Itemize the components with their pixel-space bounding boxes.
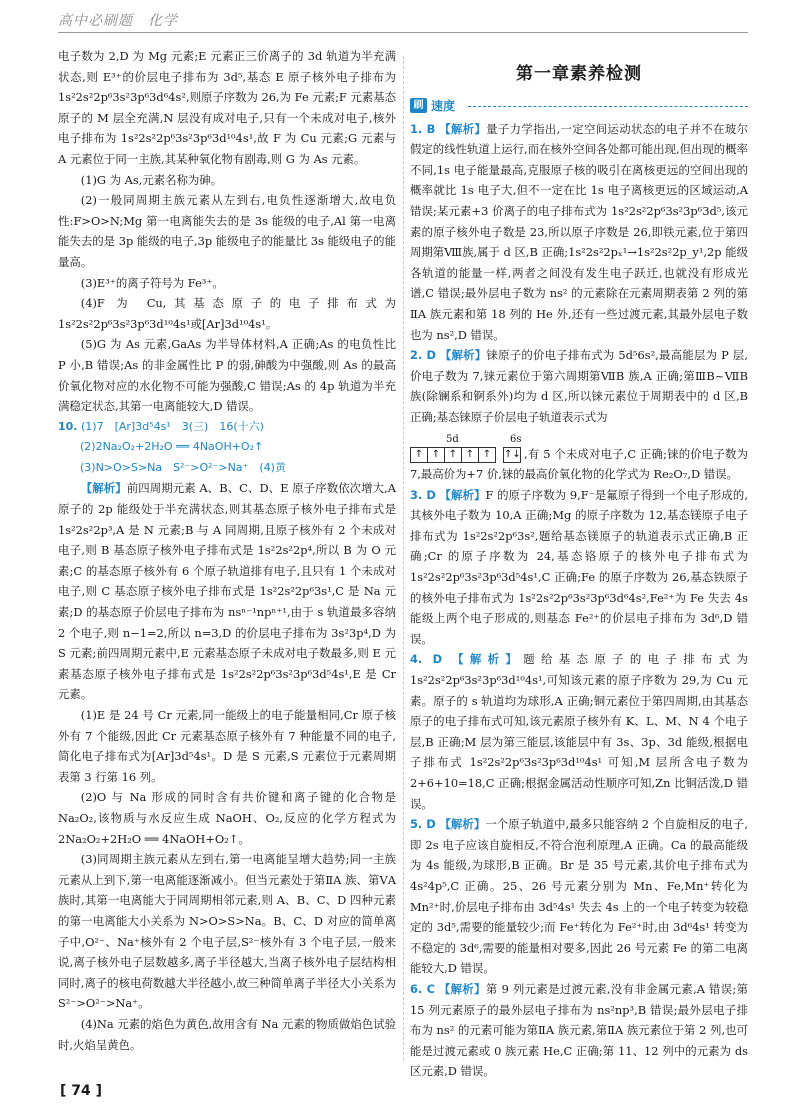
item-number: 5. D [410, 817, 436, 832]
speed-badge: 刷 [410, 98, 427, 113]
column-divider [403, 56, 404, 1060]
answer-line: (2)2Na₂O₂+2H₂O ══ 4NaOH+O₂↑ [80, 440, 264, 454]
analysis-tag: 【解析】 [438, 981, 486, 996]
orbital-label-6s: 6s [510, 433, 522, 445]
answer-line: (3)N>O>S>Na S²⁻>O²⁻>Na⁺ (4)黄 [80, 460, 286, 474]
section-divider [468, 106, 748, 107]
item-text: 铼原子的价电子排布式为 5d⁵6s²,最高能层为 P 层,价电子数为 7,铼元素位于第六周期第ⅦB 族,A 正确;第ⅢB~ⅦB 族(除镧系和锕系外)均为 d 区,所以铼元素位于周期表中的 d 区,B 正确;基态铼原子价层电子轨道表示式为 [410, 348, 748, 424]
analysis-tag: 【解析】 [439, 121, 487, 136]
answer-item [410, 485, 748, 650]
answer-item [410, 119, 748, 346]
item-text: ,有 5 个未成对电子,C 正确;铼的价电子数为 7,最高价为+7 价,铼的最高价氧化物的化学式为 Re₂O₇,D 错误。 [410, 446, 748, 482]
item-number: 3. D [410, 487, 436, 502]
paragraph: (3)E³⁺的离子符号为 Fe³⁺。 [80, 275, 224, 290]
header-title: 高中必刷题 化学 [58, 13, 178, 29]
analysis-paragraph: (3)同周期主族元素从左到右,第一电离能呈增大趋势;同一主族元素从上到下,第一电离能逐渐减小。但当元素处于第ⅡA 族、第ⅤA 族时,其第一电离能大于同周期相邻元素,则 A、B、C、D 四种元素的第一电离能大小关系为 N>O>S>Na。B、C、D 对应的简单离子中,O²⁻、Na⁺核外有 2 个电子层,S²⁻核外有 3 个电子层,一般来说,离子核外电子层数越多,离子半径越大,当离子核外电子层结构相同时,离子的核电荷数越大半径越小,故三种简单离子半径大小关系为 S²⁻>O²⁻>Na⁺。 [58, 852, 396, 1011]
question-10 [58, 417, 396, 1055]
orbital-label-5d: 5d [446, 433, 459, 445]
paragraph: 电子数为 2,D 为 Mg 元素;E 元素正三价离子的 3d 轨道为半充满状态,则 E³⁺的价层电子排布为 3d⁵,基态 E 原子核外电子排布为 1s²2s²2p⁶3s²3p⁶3d⁶4s²,则原子序数为 26,为 Fe 元素;F 元素基态原子的 M 层全充满,N 层没有成对电子,只有一个未成对电子,核外电子排布为 1s²2s²2p⁶3s²3p⁶3d¹⁰4s¹,故 F 为 Cu 元素;G 元素与 A 元素位于同一主族,其某种氧化物有剧毒,则 G 为 As 元素。 [58, 49, 397, 166]
paragraph: (5)G 为 As 元素,GaAs 为半导体材料,A 正确;As 的电负性比 P 小,B 错误;As 的非金属性比 P 的弱,砷酸为中强酸,则 As 的最高价氧化物对应的水化物不可能为强酸,C 错误;As 的 4p 轨道为半充满稳定状态,其第一电离能较大,D 错误。 [58, 337, 396, 414]
analysis-tag: 【解析】 [452, 652, 524, 667]
analysis-paragraph: (2)O 与 Na 形成的同时含有共价键和离子键的化合物是 Na₂O₂,该物质与水反应生成 NaOH、O₂,反应的化学方程式为 2Na₂O₂+2H₂O ══ 4NaOH+O₂↑。 [58, 790, 396, 846]
page-number: [ 74 ] [60, 1083, 103, 1099]
answer-item [410, 979, 748, 1082]
orbital-box: ↑ [427, 447, 445, 463]
analysis-tag: 【解析】 [439, 817, 486, 832]
paragraph: (2)一般同周期主族元素从左到右,电负性逐渐增大,故电负性:F>O>N;Mg 第一电离能失去的是 3s 能级的电子,Al 第一电离能失去的是 3p 能级的电子,3p 能级电子的能量比 3s 能级电子的能量高。 [58, 193, 396, 269]
answer-text: (1)7 [Ar]3d⁵4s¹ 3(三) 16(十六) [81, 419, 264, 433]
answer-item [410, 814, 748, 979]
orbital-5d-boxes [410, 447, 520, 463]
answer-line [58, 417, 396, 438]
item-text: F 的原子序数为 9,F⁻是氟原子得到一个电子形成的,其核外电子数为 10,A 正确;Mg 的原子序数为 12,基态镁原子电子排布式为 1s²2s²2p⁶3s²,题给基态镁原子的轨道表示式正确,B 正确;Cr 的原子序数为 24,基态铬原子的核外电子排布式为 1s²2s²2p⁶3s²3p⁶3d⁵4s¹,C 正确;Fe 的原子序数为 26,基态铁原子的核外电子排布式为 1s²2s²2p⁶3s²3p⁶3d⁶4s²,Fe²⁺为 Fe 失去 4s 能级上两个电子形成的,则基态 Fe²⁺的价层电子排布为 3d⁶,D 错误。 [410, 487, 748, 646]
orbital-box: ↑↓ [503, 447, 521, 463]
page-header [58, 6, 748, 33]
orbital-box: ↑ [410, 447, 428, 463]
analysis-tag: 【解析】 [80, 481, 127, 496]
item-text: 量子力学指出,一定空间运动状态的电子并不在玻尔假定的线性轨道上运行,而在核外空间各处都可能出现,但出现的概率不同,1s 电子能量最高,克服原子核的吸引在离核更远的空间出现的概率就比 1s 电子大,但不一定在比 1s 电子离核更远的区域运动,A 错误;某元素+3 价离子的电子排布式为 1s²2s²2p⁶3s²3p⁶3d⁵,该元素的原子核外电子数是 23,所以原子序数是 26,即铁元素,位于第四周期第Ⅷ族,属于 d 区,B 正确;1s²2s²2pₓ¹→1s²2s²2p_y¹,2p 能级各轨道的能量一样,两者之间没有发生电子跃迁,也就没有形成光谱,C 错误;最外层电子数为 ns² 的元素除在元素周期表第 2 列的第ⅡA 族元素和第 18 列的 He 外,还有一些过渡元素,其最外层电子数也为 ns²,D 错误。 [410, 121, 748, 342]
item-text: 第 9 列元素是过渡元素,没有非金属元素,A 错误;第 15 列元素原子的最外层电子排布为 ns²np³,B 错误;最外层电子排布为 ns² 的元素可能为第ⅡA 族元素,第ⅡA 族元素位于第 2 列,也可能是过渡元素或 0 族元素 He,C 正确;第 11、12 列中的元素为 ds 区元素,D 错误。 [410, 981, 748, 1079]
answer-item [410, 649, 748, 814]
item-number: 4. D [410, 652, 443, 667]
orbital-diagram [410, 430, 748, 485]
orbital-labels [410, 430, 748, 444]
item-number: 6. C [410, 981, 435, 996]
orbital-box: ↑ [461, 447, 479, 463]
section-speed-header [410, 95, 748, 117]
paragraph: (1)G 为 As,元素名称为砷。 [80, 172, 223, 187]
chapter-title: 第一章素养检测 [516, 64, 642, 84]
analysis-tag: 【解析】 [439, 487, 486, 502]
orbital-box: ↑ [478, 447, 496, 463]
left-column [58, 46, 396, 1055]
answer-item [410, 345, 748, 427]
analysis-tag: 【解析】 [439, 348, 487, 363]
analysis-paragraph: (1)E 是 24 号 Cr 元素,同一能级上的电子能量相同,Cr 原子核外有 7 个能级,因此 Cr 元素基态原子核外有 7 种能量不同的电子,简化电子排布式为[Ar]3d⁵4s¹。D 是 S 元素,S 元素位于元素周期表第 3 行第 16 列。 [58, 708, 396, 784]
paragraph: (4)F 为 Cu,其基态原子的电子排布式为 1s²2s²2p⁶3s²3p⁶3d¹⁰4s¹或[Ar]3d¹⁰4s¹。 [58, 296, 396, 331]
orbital-box: ↑ [444, 447, 462, 463]
item-text: 题给基态原子的电子排布式为 1s²2s²2p⁶3s²3p⁶3d¹⁰4s¹,可知该元素的原子序数为 29,为 Cu 元素。原子的 s 轨道均为球形,A 正确;铜元素位于第四周期,由其基态原子的电子排布式可知,该元素原子核外有 K、L、M、N 4 个电子层,B 正确;M 层为第三能层,该能层中有 3s、3p、3d 能级,根据电子排布式 1s²2s²2p⁶3s²3p⁶3d¹⁰4s¹ 可知,M 层所含电子数为 2+6+10=18,C 正确;根据金属活动性顺序可知,Zn 比铜活泼,D 错误。 [410, 652, 748, 811]
analysis-text: 前四周期元素 A、B、C、D、E 原子序数依次增大,A 原子的 2p 能级处于半充满状态,则其基态原子核外电子排布式是 1s²2s²2p³,A 是 N 元素;B 与 A 同周期,且原子核外有 2 个未成对电子,则 B 基态原子核外电子排布式是 1s²2s²2p⁴,所以 B 为 O 元素;C 的基态原子核外有 6 个原子轨道排有电子,且只有 1 个未成对电子,则 C 基态原子核外电子排布式是 1s²2s²2p⁶3s¹,C 是 Na 元素;D 的基态原子价层电子排布为 nsⁿ⁻¹npⁿ⁺¹,由于 s 轨道最多容纳 2 个电子,则 n−1=2,所以 n=3,D 的价层电子排布为 3s²3p⁴,D 为 S 元素;前四周期元素中,E 元素基态原子未成对电子数最多,则 E 元素基态原子核外电子排布式是 1s²2s²2p⁶3s²3p⁶3d⁵4s¹,E 是 Cr 元素。 [58, 481, 396, 702]
item-number: 2. D [410, 348, 436, 363]
item-text: 一个原子轨道中,最多只能容纳 2 个自旋相反的电子,即 2s 电子应该自旋相反,不符合泡利原理,A 正确。Ca 的最高能级为 4s 能级,为球形,B 正确。Br 是 35 号元素,其价电子排布式为 4s²4p⁵,C 正确。25、26 号元素分别为 Mn、Fe,Mn⁺转化为 Mn²⁺时,价层电子排布由 3d⁵4s¹ 失去 4s 上的一个电子转变为较稳定的 3d⁵,需要的能量较少;而 Fe⁺转化为 Fe²⁺时,由 3d⁶4s¹ 转变为不稳定的 3d⁶,需要的能量相对要多,因此 26 号元素 Fe 的第二电离能较大,D 错误。 [410, 817, 748, 976]
right-column [410, 46, 748, 1082]
item-number: 1. B [410, 121, 436, 136]
analysis-paragraph [58, 478, 396, 705]
question-number: 10. [58, 419, 78, 433]
analysis-paragraph: (4)Na 元素的焰色为黄色,故用含有 Na 元素的物质做焰色试验时,火焰呈黄色。 [58, 1016, 396, 1052]
speed-label: 速度 [431, 98, 456, 113]
